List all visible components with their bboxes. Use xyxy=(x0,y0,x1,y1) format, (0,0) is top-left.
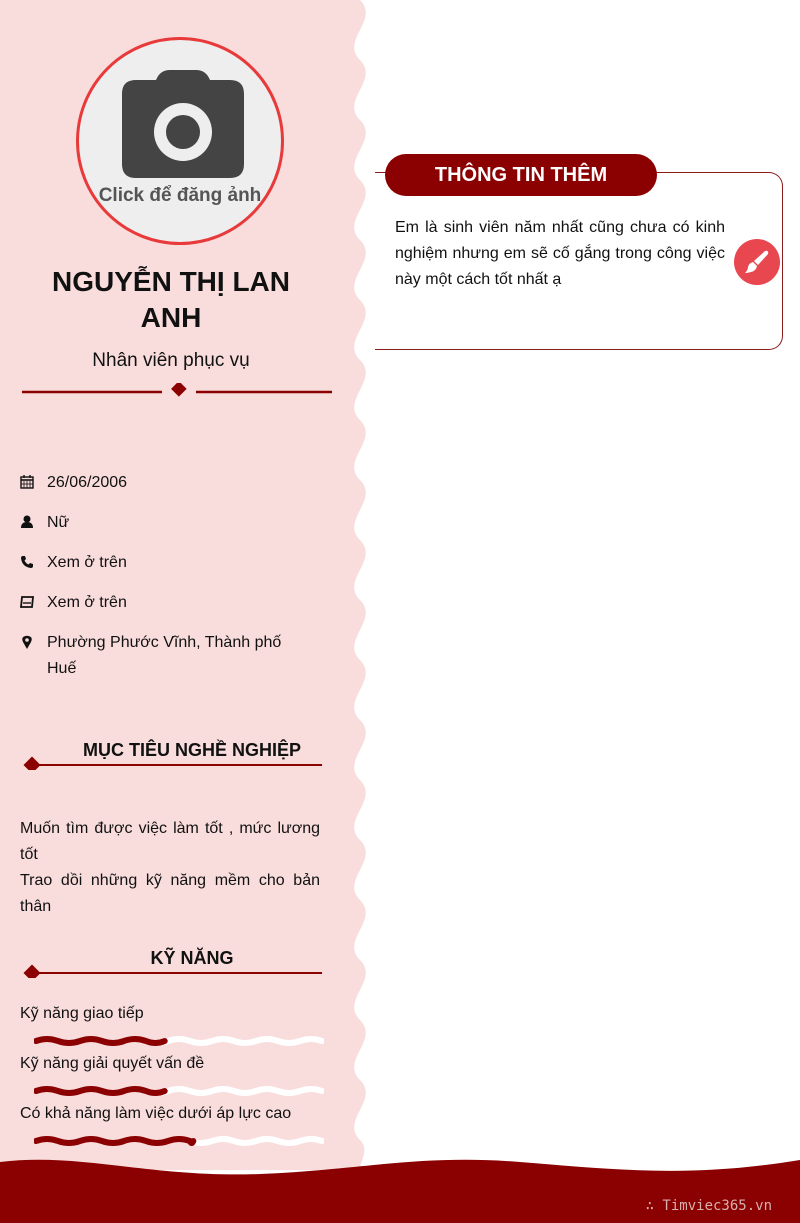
skill-label: Kỹ năng giải quyết vấn đề xyxy=(20,1055,205,1072)
objective-text xyxy=(20,816,320,920)
gender-value: Nữ xyxy=(47,514,70,531)
watermark: ∴ Timviec365.vn xyxy=(645,1198,772,1214)
name-divider xyxy=(22,383,332,401)
profile-photo-upload[interactable] xyxy=(76,37,284,245)
objective-line: Muốn tìm được việc làm tốt , mức lương tốt xyxy=(20,820,320,863)
edit-style-button[interactable] xyxy=(734,239,780,285)
extra-info-text[interactable]: Em là sinh viên năm nhất cũng chưa có kinh nghiệm nhưng em sẽ cố gắng trong công việc này một cách tốt nhất ạ xyxy=(395,219,725,288)
phone-icon xyxy=(20,555,34,569)
job-title: Nhân viên phục vụ xyxy=(92,350,250,371)
objective-line: Trao dồi những kỹ năng mềm cho bản thân xyxy=(20,872,320,915)
skill-label: Kỹ năng giao tiếp xyxy=(20,1005,144,1022)
phone-value: Xem ở trên xyxy=(47,554,127,571)
extra-info-title: THÔNG TIN THÊM xyxy=(385,154,657,196)
camera-icon xyxy=(120,70,246,180)
paintbrush-icon xyxy=(734,239,780,285)
candidate-name: NGUYỄN THỊ LAN ANH xyxy=(52,266,290,333)
email-value: Xem ở trên xyxy=(47,594,127,611)
email-icon xyxy=(20,595,34,609)
skill-bar-fill xyxy=(36,1089,165,1093)
address-value: Phường Phước Vĩnh, Thành phố Huế xyxy=(47,634,282,677)
skills-title: KỸ NĂNG xyxy=(150,948,234,968)
skill-bar-fill xyxy=(36,1139,193,1143)
objective-section-title xyxy=(22,740,322,770)
birthdate-value: 26/06/2006 xyxy=(47,474,128,491)
calendar-icon xyxy=(20,475,34,489)
skill-bar-fill xyxy=(36,1039,165,1043)
skills-section-title xyxy=(22,948,322,978)
photo-upload-caption: Click để đăng ảnh xyxy=(98,185,262,206)
location-pin-icon xyxy=(20,635,34,649)
skill-level-bar xyxy=(34,1034,324,1048)
skill-level-bar xyxy=(34,1134,324,1148)
user-icon xyxy=(20,515,34,529)
skill-label: Có khả năng làm việc dưới áp lực cao xyxy=(20,1105,292,1122)
skill-level-bar xyxy=(34,1084,324,1098)
objective-title: MỤC TIÊU NGHỀ NGHIỆP xyxy=(82,740,301,760)
